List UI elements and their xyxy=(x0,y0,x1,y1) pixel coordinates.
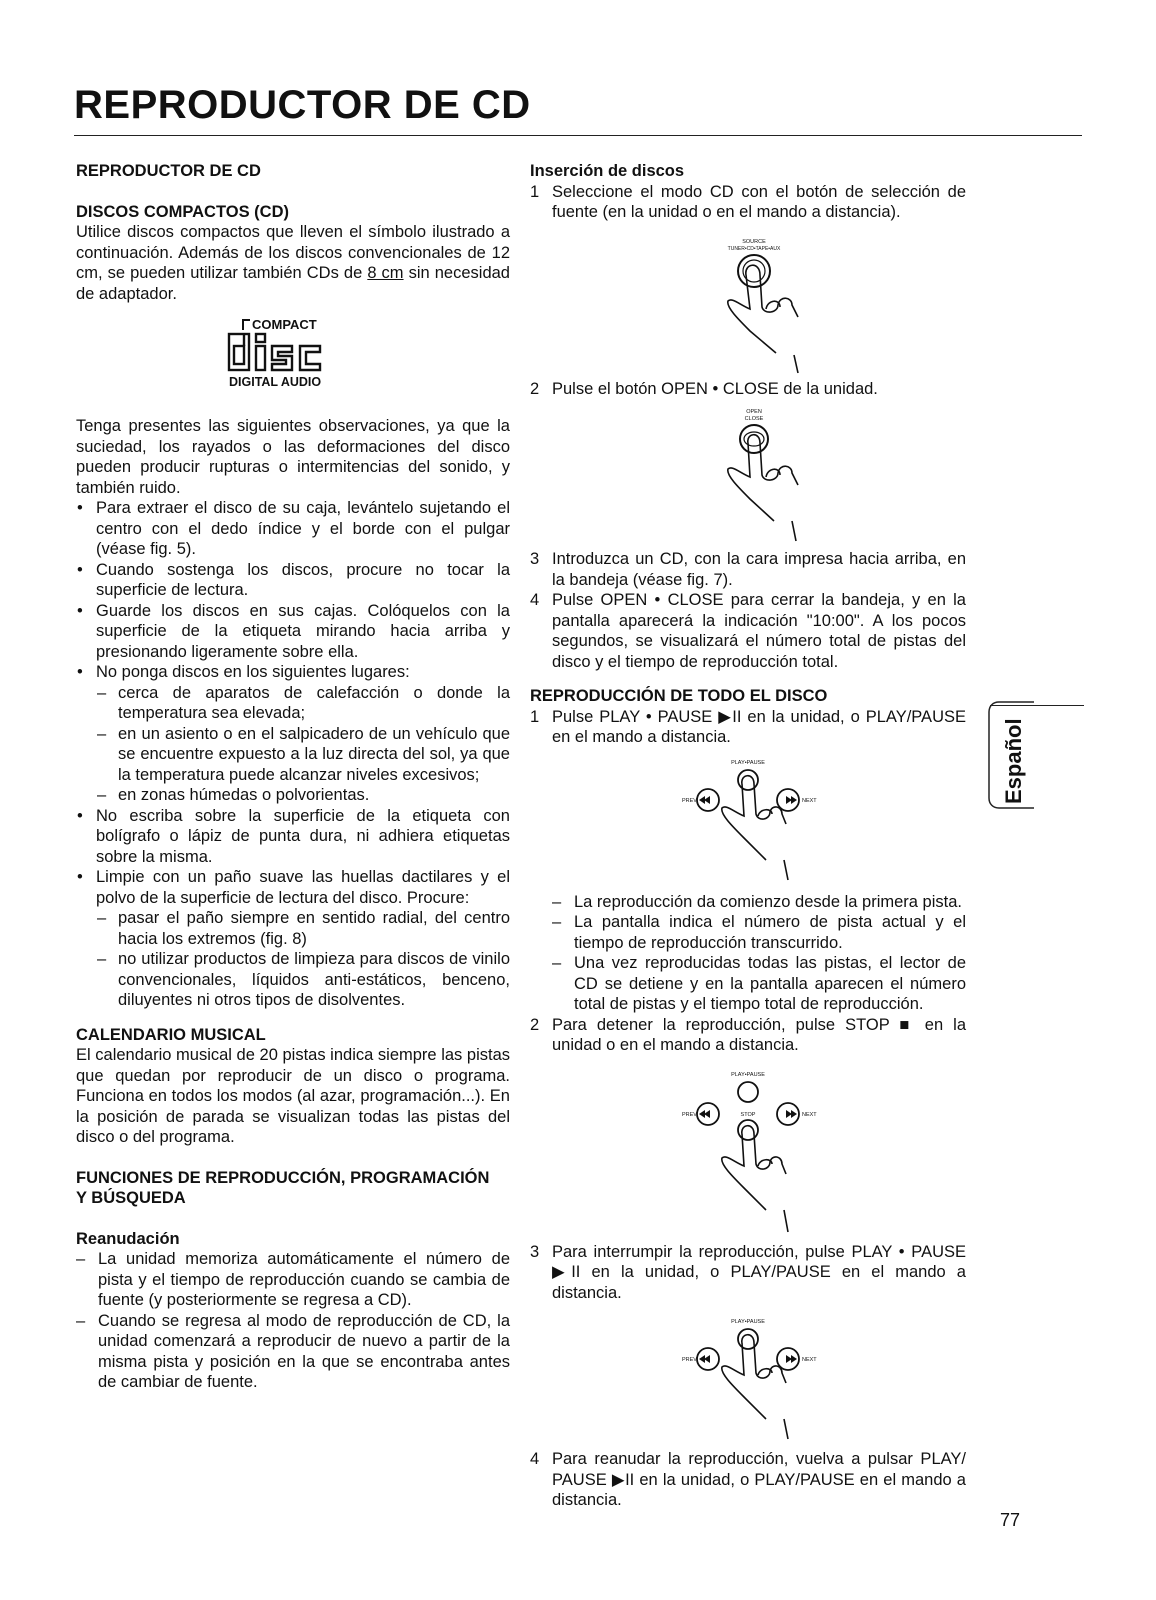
list-item: – La unidad memoriza automáticamente el número de pista y el tiempo de reproducción cuando se cambia de fuente (y posteriormente se regresa a CD). xyxy=(76,1250,510,1309)
svg-text:OPEN: OPEN xyxy=(746,409,762,415)
svg-text:TUNER•CD•TAPE•AUX: TUNER•CD•TAPE•AUX xyxy=(727,245,781,252)
notes-intro: Tenga presentes las siguientes observaciones, ya que la suciedad, los rayados o las deformaciones del disco pueden producir rupturas o intermitencias del sonido, y también ruido. xyxy=(76,417,510,497)
calendar-heading: CALENDARIO MUSICAL xyxy=(76,1025,266,1044)
list-item: – pasar el paño siempre en sentido radial, del centro hacia los extremos (fig. 8) xyxy=(97,909,510,948)
list-item: – no utilizar productos de limpieza para discos de vinilo convencionales, líquidos anti-estáticos, benceno, diluyentes ni otros tipos de disolventes. xyxy=(97,950,510,1009)
cleaning-list xyxy=(76,908,510,1011)
svg-text:CLOSE: CLOSE xyxy=(744,416,764,422)
svg-text:STOP: STOP xyxy=(740,1111,756,1118)
discs-size-underlined: 8 cm xyxy=(367,264,404,282)
page-number: 77 xyxy=(1000,1510,1021,1530)
insert-step-3: 3 Introduzca un CD, con la cara impresa hacia arriba, en la bandeja (véase fig. 7). xyxy=(530,550,966,589)
resume-list xyxy=(76,1249,510,1393)
discs-paragraph xyxy=(76,222,510,304)
list-item: – cerca de aparatos de calefacción o donde la temperatura sea elevada; xyxy=(97,683,510,722)
svg-text:NEXT: NEXT xyxy=(802,1111,817,1118)
list-item: • Limpie con un paño suave las huellas dactilares y el polvo de la superficie de lectura del disco. Procure: xyxy=(76,867,510,908)
pressing-hand-icon xyxy=(728,265,798,373)
logo-digital-audio-text: DIGITAL AUDIO xyxy=(229,375,322,389)
svg-text:PLAY•PAUSE: PLAY•PAUSE xyxy=(731,1319,765,1325)
left-column xyxy=(76,161,510,1393)
pressing-hand-icon xyxy=(722,1335,788,1439)
play-notes xyxy=(530,892,966,1015)
svg-text:PLAY•PAUSE: PLAY•PAUSE xyxy=(731,759,765,766)
insert-step-1: 1 Seleccione el modo CD con el botón de selección de fuente (en la unidad o en el mando a distancia). xyxy=(530,182,966,221)
svg-text:SOURCE: SOURCE xyxy=(742,238,766,245)
insert-heading: Inserción de discos xyxy=(530,162,685,180)
compact-disc-logo xyxy=(226,316,346,390)
resume-heading: Reanudación xyxy=(76,1229,180,1248)
list-item: • Guarde los discos en sus cajas. Colóquelos con la superficie de la etiqueta mirando hacia arriba y presionando ligeramente sobre ella. xyxy=(76,601,510,663)
svg-text:PLAY•PAUSE: PLAY•PAUSE xyxy=(731,1071,765,1078)
play-step-4: 4 Para reanudar la reproducción, vuelva a pulsar PLAY/ PAUSE ▶II en la unidad, o PLAY/PAUSE en el mando a distancia. xyxy=(530,1450,966,1509)
play-step-2: 2 Para detener la reproducción, pulse STOP ■ en la unidad o en el mando a distancia. xyxy=(530,1015,966,1054)
play-all-heading: REPRODUCCIÓN DE TODO EL DISCO xyxy=(530,687,828,705)
list-item: – Cuando se regresa al modo de reproducción de CD, la unidad comenzará a reproducir de nuevo a partir de la misma pista y posición en la que se encontraba antes de cambiar de fuente. xyxy=(76,1311,510,1391)
care-bullets-2 xyxy=(76,806,510,909)
logo-compact-text: COMPACT xyxy=(252,317,317,332)
language-tab-label: Español xyxy=(1001,718,1026,804)
right-column xyxy=(530,161,966,1511)
care-bullets xyxy=(76,498,510,683)
discs-heading: DISCOS COMPACTOS (CD) xyxy=(76,202,289,221)
functions-heading: FUNCIONES DE REPRODUCCIÓN, PROGRAMACIÓN Y BÚSQUEDA xyxy=(76,1168,490,1207)
svg-text:PREV: PREV xyxy=(682,797,697,804)
list-item: – Una vez reproducidas todas las pistas, el lector de CD se detiene y en la pantalla aparecen el número total de pistas y el tiempo total de reproducción. xyxy=(552,954,966,1013)
list-item: • No ponga discos en los siguientes lugares: xyxy=(76,662,510,683)
list-item: • Para extraer el disco de su caja, levántelo sujetando el centro con el dedo índice y el borde con el pulgar (véase fig. 5). xyxy=(76,498,510,560)
stop-figure xyxy=(648,1068,848,1238)
list-item: – en un asiento o en el salpicadero de un vehículo que se encuentre expuesto a la luz directa del sol, ya que la temperatura puede alcanzar niveles excesivos; xyxy=(97,724,510,784)
pressing-hand-icon xyxy=(722,775,788,879)
calendar-paragraph: El calendario musical de 20 pistas indica siempre las pistas que quedan por reproducir de un disco o programa. Funciona en todos los modos (al azar, programación...). En la posición de parada se visualizan todas las pistas del disco o del programa. xyxy=(76,1046,510,1146)
play-pause-button-icon xyxy=(738,1082,758,1102)
insert-step-4: 4 Pulse OPEN • CLOSE para cerrar la bandeja, y en la pantalla aparecerá la indicación "10:00". A los pocos segundos, se visualizará el número total de pistas del disco y el tiempo de reproducción total. xyxy=(530,591,966,671)
svg-text:PREV: PREV xyxy=(682,1111,697,1118)
svg-text:NEXT: NEXT xyxy=(802,797,817,804)
svg-text:NEXT: NEXT xyxy=(802,1357,817,1363)
play-step-3: 3 Para interrumpir la reproducción, pulse PLAY • PAUSE ▶II en la unidad, o PLAY/PAUSE en el mando a distancia. xyxy=(530,1242,966,1302)
play-step-1: 1 Pulse PLAY • PAUSE ▶II en la unidad, o PLAY/PAUSE en el mando a distancia. xyxy=(530,707,966,746)
svg-text:PREV: PREV xyxy=(682,1357,697,1363)
insert-step-2: 2 Pulse el botón OPEN • CLOSE de la unidad. xyxy=(530,379,878,398)
places-list xyxy=(76,683,510,806)
list-item: • Cuando sostenga los discos, procure no tocar la superficie de lectura. xyxy=(76,560,510,601)
list-item: – La pantalla indica el número de pista actual y el tiempo de reproducción transcurrido. xyxy=(552,913,966,952)
list-item: • No escriba sobre la superficie de la etiqueta con bolígrafo o lápiz de punta dura, ni adhiera etiquetas sobre la misma. xyxy=(76,806,510,868)
play-pause-figure-1 xyxy=(648,756,848,886)
section-title: REPRODUCTOR DE CD xyxy=(76,162,261,180)
list-item: – en zonas húmedas o polvorientas. xyxy=(97,786,370,804)
list-item: – La reproducción da comienzo desde la primera pista. xyxy=(552,892,962,911)
pressing-hand-icon xyxy=(722,1125,788,1231)
discs-text: Utilice discos compactos que lleven el símbolo ilustrado a continuación. Además de los discos convencionales de 12 cm, se pueden utilizar también CDs de xyxy=(76,223,510,282)
play-pause-figure-2 xyxy=(648,1315,848,1445)
discs-text-end: sin necesidad de adaptador. xyxy=(76,264,510,303)
language-tab xyxy=(985,700,1035,810)
title-rule xyxy=(74,135,1082,136)
source-button-figure xyxy=(668,235,828,375)
page-title: REPRODUCTOR DE CD xyxy=(74,83,531,127)
open-close-figure xyxy=(668,405,828,545)
